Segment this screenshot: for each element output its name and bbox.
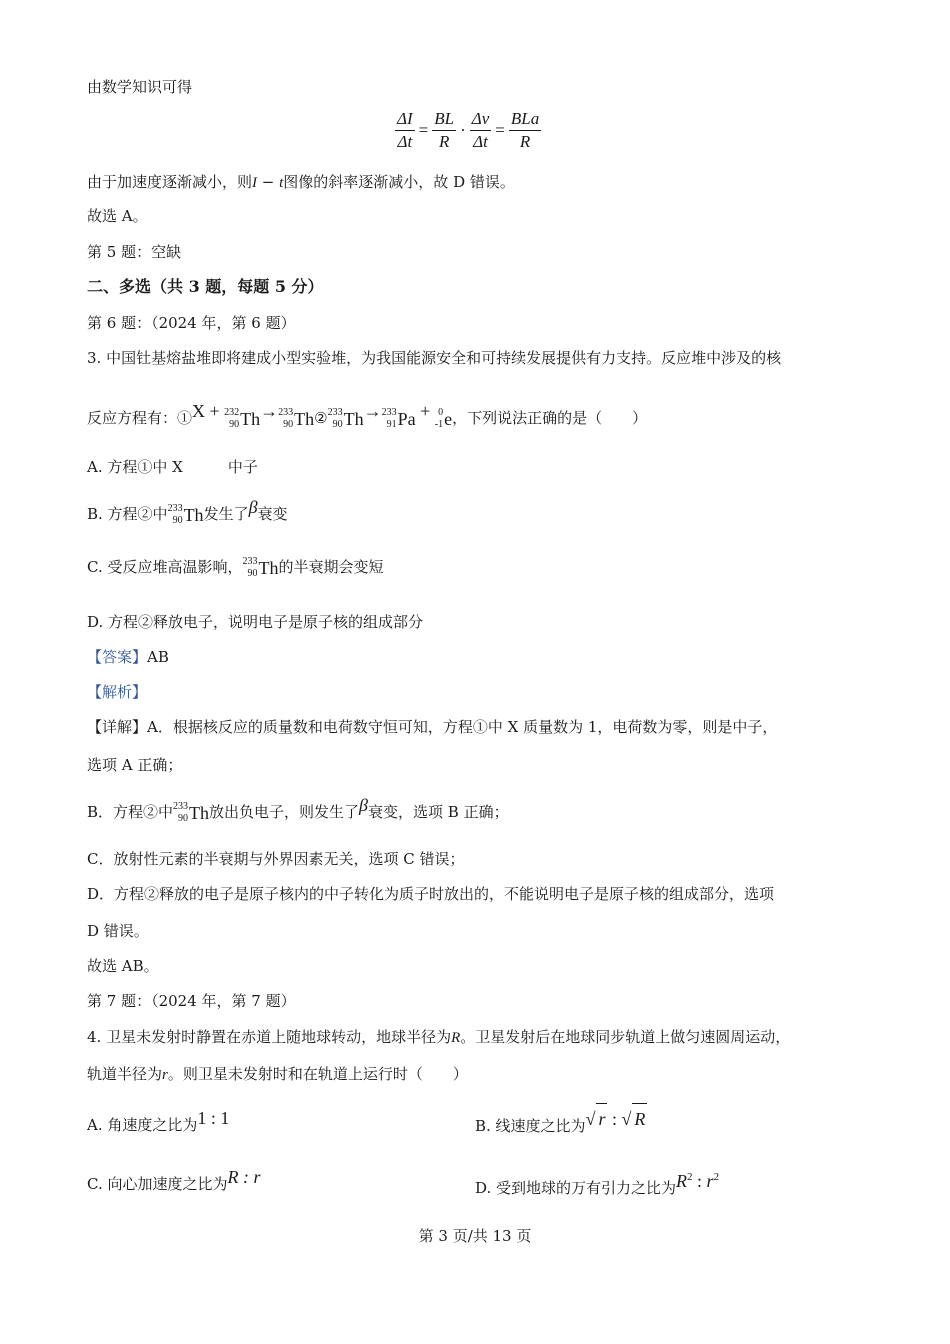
nuclide-th233: 233 90 Th — [327, 407, 364, 430]
nuclide-th233: 233 90 Th — [173, 801, 210, 824]
detail-line: 故选 AB。 — [87, 957, 159, 975]
detail-line: D 错误。 — [87, 922, 149, 940]
page-footer: 第 3 页/共 13 页 — [418, 1227, 532, 1245]
text-line: 由数学知识可得 — [87, 78, 193, 96]
option-c: C. 受反应堆高温影响， 233 90 Th 的半衰期会变短 — [87, 552, 384, 583]
detail-line: 选项 A 正确； — [87, 756, 183, 774]
nuclide-th233: 233 90 Th — [278, 407, 315, 430]
question-header: 第 7 题：（2024 年，第 7 题） — [87, 992, 296, 1010]
text-line: 由于加速度逐渐减小，则I − t图像的斜率逐渐减小，故 D 错误。 — [87, 173, 515, 191]
analysis-tag: 【解析】 — [87, 683, 148, 701]
detail-line: D．方程②释放的电子是原子核内的中子转化为质子时放出的，不能说明电子是原子核的组成部分，选项 — [87, 885, 775, 903]
nuclide-th233: 233 90 Th — [167, 503, 204, 526]
question-text: 3. 中国钍基熔盐堆即将建成小型实验堆，为我国能源安全和可持续发展提供有力支持。反应堆中涉及的核 — [87, 349, 782, 367]
nuclide-electron: 0 -1 e — [434, 407, 453, 430]
answer-tag: 【答案】 — [87, 648, 148, 666]
option-d: D. 受到地球的万有引力之比为$R^2$ : $r^2$ — [475, 1171, 720, 1197]
option-b: B. 方程②中 233 90 Th 发生了β衰变 — [87, 492, 288, 530]
detail-line: 【详解】A．根据核反应的质量数和电荷数守恒可知，方程①中 X 质量数为 1，电荷数为零，则是中子， — [87, 718, 778, 736]
option-c: C. 向心加速度之比为R : r — [87, 1167, 261, 1193]
option-d: D. 方程②释放电子，说明电子是原子核的组成部分 — [87, 613, 424, 631]
detail-line: C．放射性元素的半衰期与外界因素无关，选项 C 错误； — [87, 850, 465, 868]
option-a: A. 角速度之比为1 : 1 — [87, 1108, 230, 1134]
nuclide-th233: 233 90 Th — [242, 556, 279, 579]
section-heading: 二、多选（共 3 题，每题 5 分） — [87, 277, 324, 296]
option-a: A. 方程①中 X 中子 — [87, 458, 258, 476]
question-text: 4. 卫星未发射时静置在赤道上随地球转动，地球半径为R。卫星发射后在地球同步轨道上做匀速圆周运动， — [87, 1028, 791, 1046]
nuclide-pa233: 233 91 Pa — [381, 407, 416, 430]
equation-derivative: $\frac{\Delta I}{\Delta t}$ = $\frac{BL}{R}$ · $\frac{\Delta v}{\Delta t}$ = $\frac{\text{BLa}}{R}$ — [397, 109, 540, 151]
option-b: B. 线速度之比为√ r : √ R — [475, 1103, 647, 1141]
reaction-equations: 反应方程有：①X + 232 90 Th → 233 90 Th ② 233 90 Th → 233 91 Pa + 0 -1 e ，下列说法正确的是（ ） — [87, 396, 647, 434]
nuclide-th232: 232 90 Th — [224, 407, 261, 430]
detail-line: B．方程②中 233 90 Th 放出负电子，则发生了β衰变，选项 B 正确； — [87, 790, 509, 828]
text-line: 故选 A。 — [87, 207, 148, 225]
text-line: 第 5 题：空缺 — [87, 243, 182, 261]
question-text: 轨道半径为r。则卫星未发射时和在轨道上运行时（ ） — [87, 1065, 468, 1083]
question-header: 第 6 题：（2024 年，第 6 题） — [87, 314, 296, 332]
answer: 【答案】AB — [87, 648, 169, 666]
